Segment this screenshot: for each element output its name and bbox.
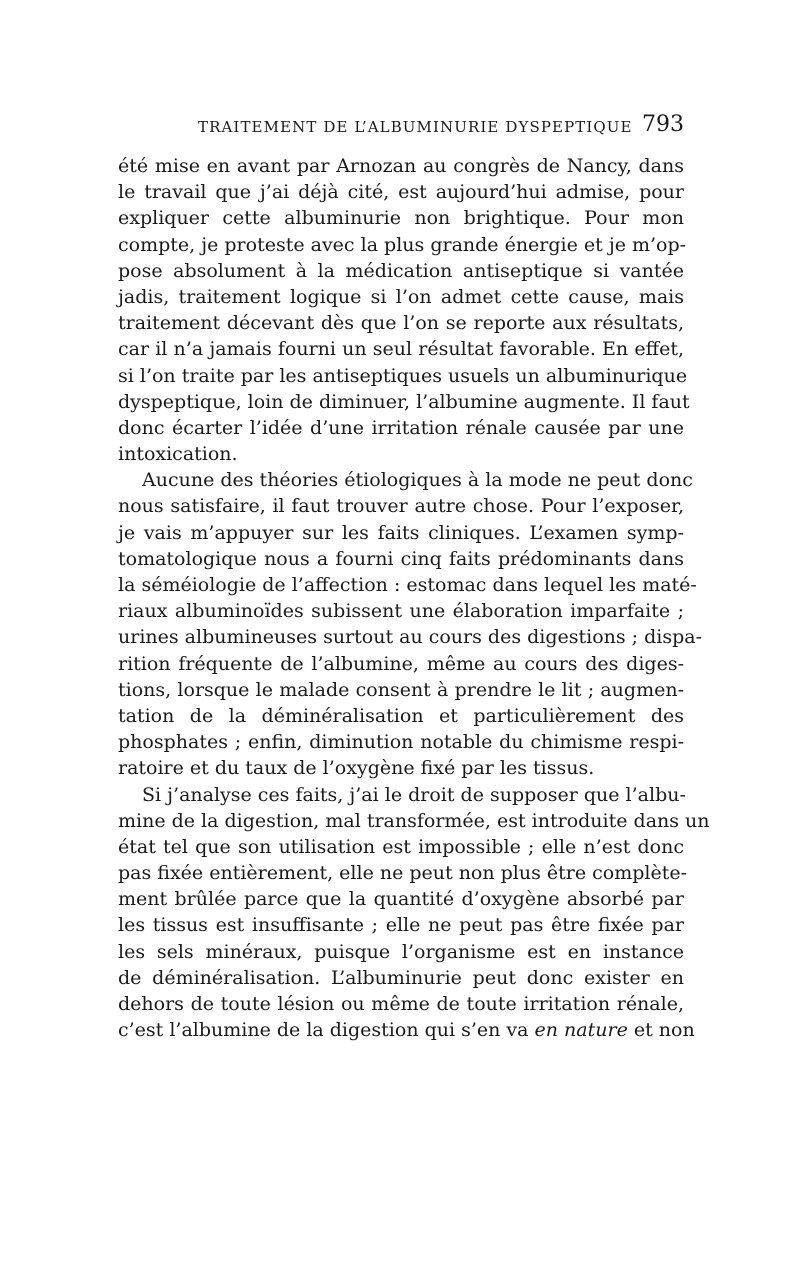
text-line: donc écarter l’idée d’une irritation rénale causée par une <box>118 416 684 439</box>
text-line: dyspeptique, loin de diminuer, l’albumine augmente. Il faut <box>118 390 690 413</box>
text-line: été mise en avant par Arnozan au congrès de Nancy, dans <box>118 155 684 177</box>
text-line: mine de la digestion, mal transformée, est introduite dans un <box>118 809 710 832</box>
text-line: jadis, traitement logique si l’on admet cette cause, mais <box>118 285 684 308</box>
text-line: Si j’analyse ces faits, j’ai le droit de supposer que l’albu- <box>142 783 686 806</box>
text-line-final <box>118 1017 695 1043</box>
text-line: état tel que son utilisation est impossible ; elle n’est donc <box>118 835 684 858</box>
text-line: les tissus est insuffisante ; elle ne peut pas être fixée par <box>118 914 684 937</box>
text-line: pas fixée entièrement, elle ne peut non plus être complète- <box>118 862 688 885</box>
page-number: 793 <box>642 112 684 137</box>
text-line: la séméiologie de l’affection : estomac dans lequel les maté- <box>118 574 697 596</box>
text-line: phosphates ; enfin, diminution notable du chimisme respi- <box>118 731 684 754</box>
paragraph <box>118 782 710 1044</box>
text-line: car il n’a jamais fourni un seul résultat favorable. En effet, <box>118 338 684 361</box>
page-header <box>118 112 684 142</box>
text-line: les sels minéraux, puisque l’organisme est en instance <box>118 940 684 963</box>
text-line: pose absolument à la médication antiseptique si vantée <box>118 259 684 282</box>
text-line: tions, lorsque le malade consent à prendre le lit ; augmen- <box>118 678 684 701</box>
text-line: nous satisfaire, il faut trouver autre chose. Pour l’exposer, <box>118 495 684 518</box>
text-line: compte, je proteste avec la plus grande énergie et je m’op- <box>118 233 687 256</box>
text-line: dehors de toute lésion ou même de toute irritation rénale, <box>118 993 684 1015</box>
text-line: le travail que j’ai déjà cité, est aujourd’hui admise, pour <box>118 181 684 204</box>
text-line: urines albumineuses surtout au cours des digestions ; dispa- <box>118 626 703 649</box>
text-line: si l’on traite par les antiseptiques usuels un albuminurique <box>118 364 688 387</box>
body-text <box>118 153 710 1043</box>
text-line: Aucune des théories étiologiques à la mode ne peut donc <box>142 469 693 492</box>
text-line: ratoire et du taux de l’oxygène fixé par les tissus. <box>118 757 595 780</box>
text-segment: et non <box>627 1019 695 1042</box>
text-line: je vais m’appuyer sur les faits cliniques. L’examen symp- <box>118 521 684 544</box>
text-segment: c’est l’albumine de la digestion qui s’en va <box>118 1019 535 1042</box>
text-line: rition fréquente de l’albumine, même au cours des diges- <box>118 652 684 675</box>
running-title: TRAITEMENT DE L’ALBUMINURIE DYSPEPTIQUE <box>198 118 633 136</box>
text-line: tomatologique nous a fourni cinq faits prédominants dans <box>118 547 684 570</box>
paragraph <box>118 153 690 467</box>
italic-phrase: en nature <box>534 1019 628 1042</box>
text-line: tation de la déminéralisation et particulièrement des <box>118 704 684 727</box>
text-line: intoxication. <box>118 443 238 466</box>
text-line: expliquer cette albuminurie non brightique. Pour mon <box>118 207 684 230</box>
text-line: ment brûlée parce que la quantité d’oxygène absorbé par <box>118 888 684 911</box>
paragraph <box>118 467 703 781</box>
text-line: riaux albuminoïdes subissent une élaboration imparfaite ; <box>118 600 684 623</box>
text-line: de déminéralisation. L’albuminurie peut donc exister en <box>118 966 684 989</box>
text-line: traitement décevant dès que l’on se reporte aux résultats, <box>118 312 684 335</box>
